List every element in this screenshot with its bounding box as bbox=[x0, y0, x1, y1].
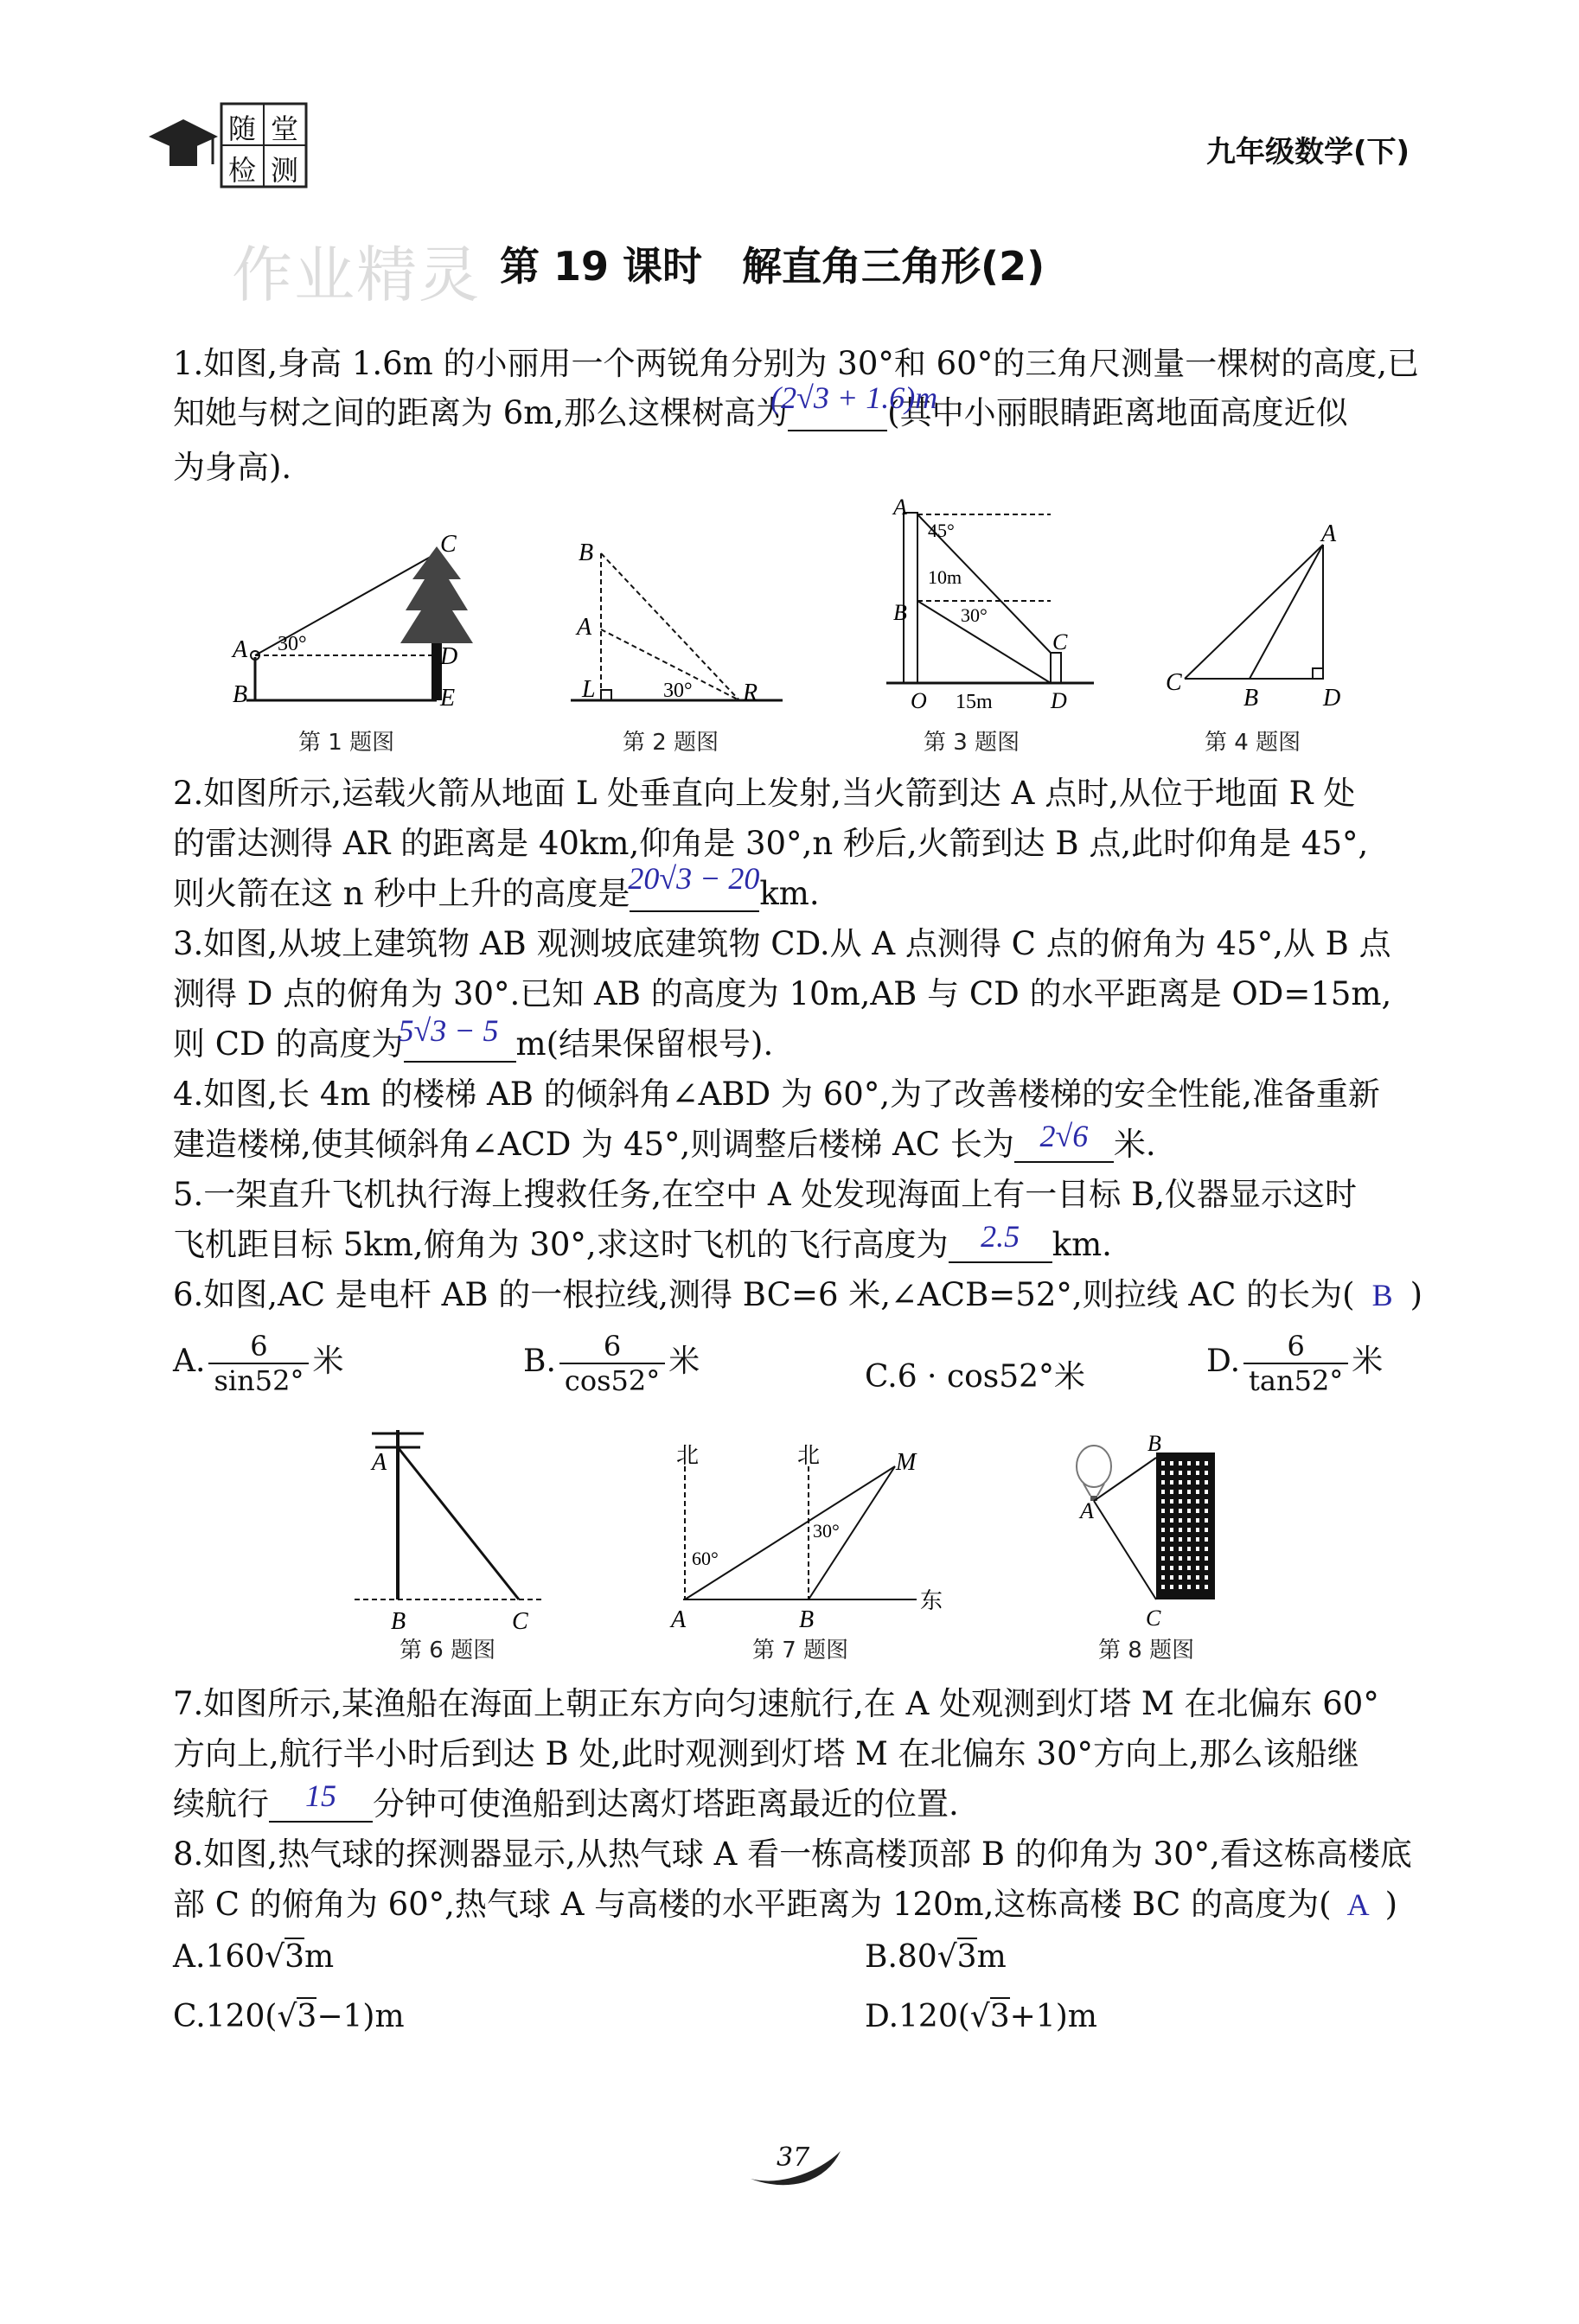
figure-1 bbox=[229, 527, 480, 726]
q4-text-a: 建造楼梯,使其倾斜角∠ACD 为 45°,则调整后楼梯 AC 长为 bbox=[173, 1126, 1014, 1163]
building-window bbox=[1179, 1490, 1182, 1494]
svg-text:E: E bbox=[440, 685, 456, 712]
svg-text:B: B bbox=[1147, 1431, 1161, 1456]
building-window bbox=[1179, 1528, 1182, 1532]
building-window bbox=[1205, 1509, 1208, 1513]
building-window bbox=[1196, 1556, 1199, 1561]
building-window bbox=[1196, 1537, 1199, 1542]
building-window bbox=[1196, 1585, 1199, 1589]
q8-d-root-sign: √ bbox=[969, 1999, 990, 2034]
svg-text:D: D bbox=[440, 643, 458, 670]
q4-answer: 2√6 bbox=[1039, 1119, 1089, 1153]
building-window bbox=[1161, 1480, 1165, 1484]
q4-answer-blank[interactable] bbox=[1014, 1119, 1114, 1163]
q7-line3 bbox=[173, 1778, 959, 1827]
logo-char-3: 检 bbox=[228, 154, 257, 187]
building-window bbox=[1205, 1566, 1208, 1570]
figure-7 bbox=[666, 1435, 951, 1634]
svg-text:东: 东 bbox=[920, 1588, 943, 1613]
q5-answer: 2.5 bbox=[981, 1219, 1020, 1254]
q8-b-root-sign: √ bbox=[937, 1939, 957, 1975]
building-window bbox=[1205, 1480, 1208, 1484]
svg-text:D: D bbox=[1323, 685, 1341, 712]
q8-option-d[interactable] bbox=[865, 1999, 1097, 2034]
logo-char-4: 测 bbox=[271, 154, 299, 187]
q8-b-suffix: m bbox=[976, 1939, 1007, 1975]
q6-b-num: 6 bbox=[559, 1330, 665, 1364]
building-window bbox=[1187, 1575, 1191, 1580]
building-window bbox=[1205, 1537, 1208, 1542]
svg-text:D: D bbox=[1051, 688, 1067, 713]
q2-answer: 20√3 − 20 bbox=[628, 861, 760, 896]
q5-text-b: km. bbox=[1052, 1226, 1112, 1263]
building-window bbox=[1170, 1461, 1173, 1465]
building-window bbox=[1187, 1585, 1191, 1589]
q8-a-root-sign: √ bbox=[265, 1939, 285, 1975]
q8-d-label: D.120( bbox=[865, 1999, 970, 2034]
svg-text:30°: 30° bbox=[278, 633, 307, 655]
watermark: 作业精灵 bbox=[232, 239, 481, 310]
building-window bbox=[1187, 1528, 1191, 1532]
q1-line3: 为身高). bbox=[173, 449, 292, 486]
building-window bbox=[1205, 1518, 1208, 1523]
q6-text: 6.如图,AC 是电杆 AB 的一根拉线,测得 BC=6 米,∠ACB=52°,则拉线 AC 的长为( bbox=[173, 1276, 1355, 1313]
building-window bbox=[1170, 1499, 1173, 1504]
q7-line1: 7.如图所示,某渔船在海面上朝正东方向匀速航行,在 A 处观测到灯塔 M 在北偏东 60° bbox=[173, 1685, 1379, 1722]
building-window bbox=[1170, 1480, 1173, 1484]
q8-c-root-sign: √ bbox=[277, 1999, 297, 2034]
q6-d-num: 6 bbox=[1243, 1330, 1348, 1364]
fig8-caption: 第 8 题图 bbox=[1098, 1638, 1195, 1663]
q6-d-den: tan52° bbox=[1249, 1364, 1344, 1397]
svg-text:15m: 15m bbox=[956, 691, 993, 713]
q6-d-frac bbox=[1243, 1330, 1348, 1397]
q6-a-suffix: 米 bbox=[312, 1344, 344, 1379]
building-window bbox=[1196, 1461, 1199, 1465]
svg-text:10m: 10m bbox=[928, 566, 962, 588]
svg-text:北: 北 bbox=[676, 1443, 700, 1468]
q7-line2: 方向上,航行半小时后到达 B 处,此时观测到灯塔 M 在北偏东 30°方向上,那么该船继 bbox=[173, 1735, 1359, 1772]
q8-answer[interactable]: A bbox=[1346, 1887, 1370, 1922]
fig6-caption: 第 6 题图 bbox=[400, 1638, 496, 1663]
q4-line2 bbox=[173, 1119, 1156, 1167]
building-window bbox=[1196, 1528, 1199, 1532]
figure-2 bbox=[566, 527, 791, 726]
svg-text:B: B bbox=[1243, 685, 1259, 712]
building-window bbox=[1187, 1556, 1191, 1561]
q3-line3 bbox=[173, 1013, 774, 1067]
svg-text:B: B bbox=[799, 1606, 815, 1633]
building-window bbox=[1196, 1575, 1199, 1580]
svg-text:北: 北 bbox=[797, 1443, 821, 1468]
building-window bbox=[1161, 1566, 1165, 1570]
q2-answer-blank[interactable] bbox=[628, 861, 760, 912]
q1-text-b: (其中小丽眼睛距离地面高度近似 bbox=[887, 394, 1348, 431]
building-window bbox=[1161, 1509, 1165, 1513]
figure-8 bbox=[1059, 1427, 1250, 1634]
q8-option-c[interactable] bbox=[173, 1999, 405, 2034]
building-window bbox=[1205, 1471, 1208, 1475]
building-window bbox=[1161, 1575, 1165, 1580]
building-window bbox=[1170, 1585, 1173, 1589]
building-window bbox=[1187, 1566, 1191, 1570]
q1-line2 bbox=[173, 380, 1348, 436]
svg-text:A: A bbox=[671, 1606, 687, 1633]
svg-text:M: M bbox=[896, 1449, 917, 1476]
page-number: 37 bbox=[777, 2142, 810, 2173]
building-window bbox=[1161, 1585, 1165, 1589]
building-window bbox=[1170, 1509, 1173, 1513]
svg-text:B: B bbox=[391, 1608, 406, 1634]
building-window bbox=[1205, 1585, 1208, 1589]
q3-answer-blank[interactable] bbox=[398, 1013, 516, 1063]
fig2-caption: 第 2 题图 bbox=[623, 730, 719, 756]
svg-text:A: A bbox=[893, 495, 907, 520]
q6-option-d[interactable] bbox=[1206, 1330, 1383, 1397]
header-logo bbox=[138, 95, 311, 190]
svg-text:A: A bbox=[372, 1449, 387, 1476]
q6-b-frac bbox=[559, 1330, 665, 1397]
figure-4 bbox=[1159, 519, 1366, 726]
q3-text-a: 则 CD 的高度为 bbox=[173, 1025, 404, 1063]
building-window bbox=[1205, 1490, 1208, 1494]
building-window bbox=[1179, 1556, 1182, 1561]
svg-text:O: O bbox=[911, 688, 927, 713]
q6-option-c[interactable]: C.6 · cos52°米 bbox=[865, 1359, 1086, 1395]
building-window bbox=[1196, 1518, 1199, 1523]
q3-line2: 测得 D 点的俯角为 30°.已知 AB 的高度为 10m,AB 与 CD 的水平距离是 OD=15m, bbox=[173, 975, 1392, 1012]
building-window bbox=[1205, 1528, 1208, 1532]
q6-d-label: D. bbox=[1206, 1344, 1241, 1379]
q3-answer: 5√3 − 5 bbox=[398, 1013, 499, 1048]
svg-text:30°: 30° bbox=[663, 680, 693, 702]
q5-answer-blank[interactable] bbox=[949, 1219, 1052, 1263]
building-window bbox=[1170, 1566, 1173, 1570]
building-window bbox=[1187, 1509, 1191, 1513]
q1-line1: 1.如图,身高 1.6m 的小丽用一个两锐角分别为 30°和 60°的三角尺测量一棵树的高度,已 bbox=[173, 345, 1419, 382]
q1-text-a: 知她与树之间的距离为 6m,那么这棵树高为 bbox=[173, 394, 789, 431]
building-window bbox=[1170, 1575, 1173, 1580]
svg-text:R: R bbox=[743, 680, 758, 706]
q4-text-b: 米. bbox=[1113, 1126, 1156, 1163]
q1-answer: (2√3 + 1.6)m bbox=[770, 380, 938, 415]
q4-line1: 4.如图,长 4m 的楼梯 AB 的倾斜角∠ABD 为 60°,为了改善楼梯的安全性能,准备重新 bbox=[173, 1076, 1380, 1113]
q6-a-label: A. bbox=[173, 1344, 206, 1379]
building-window bbox=[1161, 1471, 1165, 1475]
building-window bbox=[1187, 1461, 1191, 1465]
building-window bbox=[1161, 1518, 1165, 1523]
svg-text:C: C bbox=[1052, 629, 1068, 654]
q6-close-paren: ) bbox=[1410, 1276, 1423, 1313]
building-window bbox=[1161, 1547, 1165, 1551]
page-title: 第 19 课时 解直角三角形(2) bbox=[500, 243, 1045, 290]
building-window bbox=[1187, 1480, 1191, 1484]
q2-text-b: km. bbox=[759, 875, 820, 912]
building-window bbox=[1170, 1471, 1173, 1475]
building-window bbox=[1196, 1490, 1199, 1494]
figure-6 bbox=[346, 1418, 553, 1634]
building-window bbox=[1196, 1471, 1199, 1475]
fig1-tree bbox=[400, 546, 473, 643]
building-window bbox=[1196, 1547, 1199, 1551]
q2-line2: 的雷达测得 AR 的距离是 40km,仰角是 30°,n 秒后,火箭到达 B 点,此时仰角是 45°, bbox=[173, 825, 1369, 862]
building-window bbox=[1205, 1575, 1208, 1580]
q7-text-b: 分钟可使渔船到达离灯塔距离最近的位置. bbox=[373, 1785, 959, 1823]
building-window bbox=[1170, 1528, 1173, 1532]
svg-text:A: A bbox=[577, 614, 592, 641]
q2-line3 bbox=[173, 861, 820, 916]
q8-line2 bbox=[173, 1882, 1397, 1927]
building-window bbox=[1187, 1537, 1191, 1542]
fig3-caption: 第 3 题图 bbox=[924, 730, 1020, 756]
fig4-caption: 第 4 题图 bbox=[1205, 730, 1301, 756]
q8-option-a[interactable] bbox=[173, 1939, 334, 1975]
q5-line1: 5.一架直升飞机执行海上搜救任务,在空中 A 处发现海面上有一目标 B,仪器显示这时 bbox=[173, 1176, 1358, 1213]
svg-text:A: A bbox=[1080, 1498, 1094, 1523]
building-window bbox=[1161, 1499, 1165, 1504]
building-window bbox=[1179, 1537, 1182, 1542]
building-window bbox=[1187, 1471, 1191, 1475]
q8-close-paren: ) bbox=[1384, 1886, 1397, 1923]
q7-answer: 15 bbox=[305, 1778, 336, 1813]
q2-text-a: 则火箭在这 n 秒中上升的高度是 bbox=[173, 875, 630, 912]
building-window bbox=[1196, 1566, 1199, 1570]
building-window bbox=[1170, 1537, 1173, 1542]
q6-b-label: B. bbox=[523, 1344, 556, 1379]
building-window bbox=[1179, 1461, 1182, 1465]
svg-text:45°: 45° bbox=[928, 520, 955, 541]
fig7-caption: 第 7 题图 bbox=[752, 1638, 849, 1663]
q6-d-suffix: 米 bbox=[1352, 1344, 1384, 1379]
q6-a-frac bbox=[208, 1330, 309, 1397]
building-window bbox=[1179, 1509, 1182, 1513]
building-window bbox=[1161, 1556, 1165, 1561]
q3-text-b: m(结果保留根号). bbox=[515, 1025, 774, 1063]
building-window bbox=[1179, 1585, 1182, 1589]
q6-line1 bbox=[173, 1273, 1422, 1318]
q6-a-den: sin52° bbox=[214, 1364, 304, 1397]
fig1-caption: 第 1 题图 bbox=[298, 730, 395, 756]
logo-char-2: 堂 bbox=[271, 112, 299, 145]
building-window bbox=[1205, 1461, 1208, 1465]
building-window bbox=[1179, 1547, 1182, 1551]
q5-text-a: 飞机距目标 5km,俯角为 30°,求这时飞机的飞行高度为 bbox=[173, 1226, 949, 1263]
building-window bbox=[1179, 1480, 1182, 1484]
building-window bbox=[1196, 1480, 1199, 1484]
svg-text:C: C bbox=[1166, 669, 1182, 696]
q1-answer-blank[interactable] bbox=[770, 380, 938, 431]
q8-a-suffix: m bbox=[304, 1939, 335, 1975]
building-window bbox=[1161, 1537, 1165, 1542]
building-window bbox=[1187, 1547, 1191, 1551]
svg-text:30°: 30° bbox=[961, 604, 988, 626]
figure-3 bbox=[878, 488, 1103, 726]
building-window bbox=[1170, 1556, 1173, 1561]
svg-text:C: C bbox=[440, 531, 457, 558]
q2-line1: 2.如图所示,运载火箭从地面 L 处垂直向上发射,当火箭到达 A 点时,从位于地面 R 处 bbox=[173, 775, 1356, 812]
building-window bbox=[1179, 1575, 1182, 1580]
building-window bbox=[1179, 1471, 1182, 1475]
q8-b-radicand: 3 bbox=[956, 1939, 977, 1975]
building-window bbox=[1170, 1547, 1173, 1551]
building-window bbox=[1196, 1499, 1199, 1504]
svg-text:A: A bbox=[1321, 520, 1337, 547]
building-window bbox=[1187, 1490, 1191, 1494]
building-window bbox=[1170, 1518, 1173, 1523]
building-window bbox=[1161, 1490, 1165, 1494]
building-window bbox=[1187, 1499, 1191, 1504]
building-window bbox=[1161, 1528, 1165, 1532]
building-window bbox=[1205, 1547, 1208, 1551]
q6-b-den: cos52° bbox=[564, 1364, 661, 1397]
q8-option-b[interactable] bbox=[865, 1939, 1007, 1975]
building-window bbox=[1205, 1556, 1208, 1561]
q6-option-a[interactable] bbox=[173, 1330, 343, 1397]
svg-text:60°: 60° bbox=[692, 1548, 719, 1569]
building-window bbox=[1170, 1490, 1173, 1494]
q3-line1: 3.如图,从坡上建筑物 AB 观测坡底建筑物 CD.从 A 点测得 C 点的俯角为 45°,从 B 点 bbox=[173, 925, 1391, 962]
building-window bbox=[1179, 1499, 1182, 1504]
building-window bbox=[1205, 1499, 1208, 1504]
svg-text:B: B bbox=[233, 681, 248, 708]
q8-line1: 8.如图,热气球的探测器显示,从热气球 A 看一栋高楼顶部 B 的仰角为 30°,看这栋高楼底 bbox=[173, 1836, 1412, 1873]
building-window bbox=[1196, 1509, 1199, 1513]
q8-c-label: C.120( bbox=[173, 1999, 278, 2034]
svg-text:30°: 30° bbox=[813, 1520, 840, 1542]
svg-text:C: C bbox=[1146, 1606, 1161, 1631]
building-window bbox=[1161, 1461, 1165, 1465]
building-window bbox=[1187, 1518, 1191, 1523]
svg-text:C: C bbox=[512, 1608, 528, 1634]
q8-a-label: A.160 bbox=[173, 1939, 265, 1975]
q6-answer[interactable]: B bbox=[1371, 1278, 1393, 1312]
q8-c-suffix: −1)m bbox=[316, 1999, 405, 2034]
q8-text: 部 C 的俯角为 60°,热气球 A 与高楼的水平距离为 120m,这栋高楼 BC 的高度为( bbox=[173, 1886, 1332, 1923]
q8-a-radicand: 3 bbox=[284, 1939, 305, 1975]
svg-text:L: L bbox=[582, 676, 596, 703]
q5-line2 bbox=[173, 1219, 1112, 1267]
svg-text:A: A bbox=[233, 636, 248, 663]
q6-b-suffix: 米 bbox=[668, 1344, 700, 1379]
q6-option-b[interactable] bbox=[523, 1330, 700, 1397]
q7-text-a: 续航行 bbox=[173, 1785, 269, 1823]
logo-char-1: 随 bbox=[228, 112, 257, 145]
svg-text:B: B bbox=[579, 540, 594, 566]
balloon-icon bbox=[1077, 1446, 1111, 1487]
book-title: 九年级数学(下) bbox=[1206, 135, 1410, 169]
q7-answer-blank[interactable] bbox=[269, 1778, 373, 1823]
q8-d-suffix: +1)m bbox=[1009, 1999, 1097, 2034]
q8-d-radicand: 3 bbox=[989, 1999, 1010, 2034]
q8-c-radicand: 3 bbox=[297, 1999, 317, 2034]
building-window bbox=[1179, 1518, 1182, 1523]
q8-b-label: B.80 bbox=[865, 1939, 937, 1975]
building-window bbox=[1179, 1566, 1182, 1570]
svg-text:B: B bbox=[893, 600, 907, 625]
q6-a-num: 6 bbox=[208, 1330, 309, 1364]
